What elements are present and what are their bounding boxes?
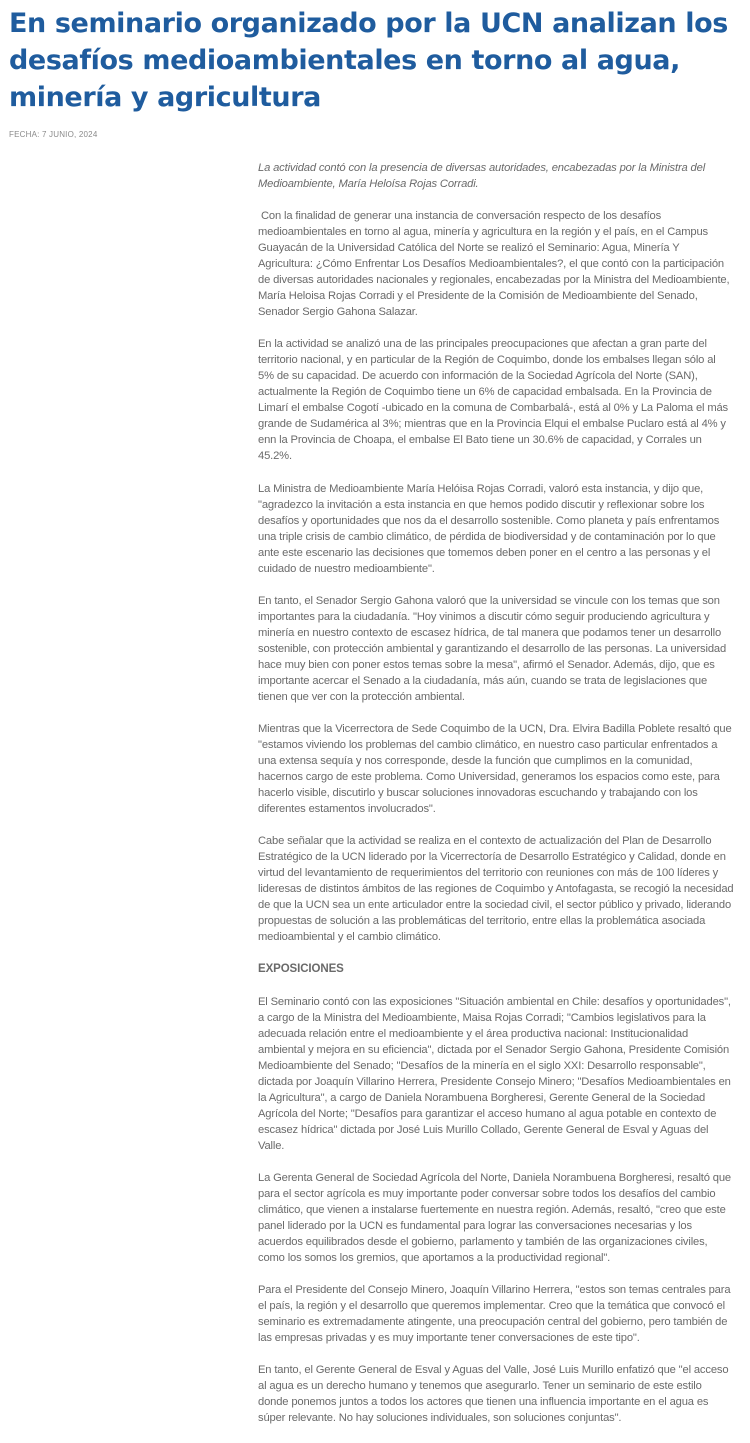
article-paragraph: En tanto, el Senador Sergio Gahona valoró que la universidad se vincule con los temas que son importantes para la ciudadanía. "Hoy vinimos a discutir cómo seguir produciendo agricultura y minería en nuestro contexto de escasez hídrica, de tal manera que podamos tener un desarrollo sostenible, con protección ambiental y garantizando el desarrollo de las personas. La universidad hace muy bien con poner estos temas sobre la mesa", afirmó el Senador. Además, dijo, que es importante acercar el Senado a la ciudadanía, más aún, cuando se trata de legislaciones que tienen que ver con la protección ambiental. (258, 594, 727, 703)
article-paragraph: Con la finalidad de generar una instancia de conversación respecto de los desafíos medioambientales en torno al agua, minería y agricultura en la región y el país, en el Campus Guayacán de la Universidad Católica del Norte se realizó el Seminario: Agua, Minería Y Agricultura: ¿Cómo Enfrentar Los Desafíos Medioambientales?, el que contó con la participación de diversas autoridades nacionales y regionales, encabezadas por la Ministra del Medioambiente, María Heloisa Rojas Corradi y el Presidente de la Comisión de Medioambiente del Senado, Senador Sergio Gahona Salazar. (258, 210, 730, 319)
article-paragraph: En tanto, el Gerente General de Esval y Aguas del Valle, José Luis Murillo enfatizó que "el acceso al agua es un derecho humano y tenemos que asegurarlo. Tener un seminario de este estilo donde ponemos juntos a todos los actores que tienen una influencia importante en el agua es súper relevante. No hay soluciones individuales, son soluciones conjuntas". (258, 1364, 729, 1425)
page-title: En seminario organizado por la UCN analizan los desafíos medioambientales en torno al agua, minería y agricultura (9, 8, 728, 113)
article-paragraph: Para el Presidente del Consejo Minero, Joaquín Villarino Herrera, "estos son temas centrales para el país, la región y el desarrollo que queremos implementar. Creo que la temática que convocó el seminario es extremadamente atingente, una preocupación central del gobierno, pero también de las empresas privadas y es muy importante tener conversaciones de este tipo". (258, 1283, 731, 1344)
publish-date: FECHA: 7 JUNIO, 2024 (9, 130, 98, 139)
article-body (258, 160, 734, 1442)
article-paragraph: Mientras que la Vicerrectora de Sede Coquimbo de la UCN, Dra. Elvira Badilla Poblete resaltó que "estamos viviendo los problemas del cambio climático, en nuestro caso particular enfrentados a una extensa sequía y nos corresponde, desde la función que cumplimos en la comunidad, hacernos cargo de este problema. Como Universidad, generamos los espacios como este, para hacerlo visible, discutirlo y buscar soluciones innovadoras escuchando y trabajando con los diferentes estamentos involucrados". (258, 722, 732, 815)
article-paragraph: El Seminario contó con las exposiciones "Situación ambiental en Chile: desafíos y oportunidades", a cargo de la Ministra del Medioambiente, Maisa Rojas Corradi; "Cambios legislativos para la adecuada relación entre el medioambiente y el área productiva nacional: Institucionalidad ambiental y mejora en su eficiencia", dictada por el Senador Sergio Gahona, Presidente Comisión Medioambiente del Senado; "Desafíos de la minería en el siglo XXI: Desarrollo responsable", dictada por Joaquín Villarino Herrera, Presidente Consejo Minero; "Desafíos Medioambientales en la Agricultura", a cargo de Daniela Norambuena Borgheresi, Gerente General de la Sociedad Agrícola del Norte; "Desafíos para garantizar el acceso humano al agua potable en contexto de escasez hídrica" dictada por José Luis Murillo Collado, Gerente General de Esval y Aguas del Valle. (258, 995, 731, 1152)
article-paragraph: Cabe señalar que la actividad se realiza en el contexto de actualización del Plan de Desarrollo Estratégico de la UCN liderado por la Vicerrectoría de Desarrollo Estratégico y Calidad, donde en virtud del levantamiento de requerimientos del territorio con reuniones con más de 100 líderes y lideresas de distintos ámbitos de las regiones de Coquimbo y Antofagasta, se recogió la necesidad de que la UCN sea un ente articulador entre la sociedad civil, el sector público y privado, liderando propuestas de solución a las problemáticas del territorio, entre ellas la problemática asociada medioambiental y el cambio climático. (258, 835, 734, 944)
section-heading: EXPOSICIONES (258, 963, 344, 976)
article-lead: La actividad contó con la presencia de diversas autoridades, encabezadas por la Ministra del Medioambiente, María Heloísa Rojas Corradi. (258, 162, 706, 190)
article-paragraph: La Gerenta General de Sociedad Agrícola del Norte, Daniela Norambuena Borgheresi, resaltó que para el sector agrícola es muy importante poder conversar sobre todos los desafíos del cambio climático, que vienen a instalarse fuertemente en nuestra región. Además, resaltó, "creo que este panel liderado por la UCN es fundamental para lograr las conversaciones necesarias y los acuerdos equilibrados desde el gobierno, parlamento y también de las organizaciones civiles, como los somos los gremios, que aportamos a la productividad regional". (258, 1171, 732, 1264)
article-paragraph: La Ministra de Medioambiente María Helóisa Rojas Corradi, valoró esta instancia, y dijo que, "agradezco la invitación a esta instancia en que hemos podido discutir y reflexionar sobre los desafíos y oportunidades que nos da el desarrollo sostenible. Como planeta y país enfrentamos una triple crisis de cambio climático, de pérdida de biodiversidad y de contaminación por lo que ante este escenario las decisiones que tomemos deben poner en el centro a las personas y el cuidado de nuestro medioambiente". (258, 482, 720, 575)
article-paragraph: En la actividad se analizó una de las principales preocupaciones que afectan a gran parte del territorio nacional, y en particular de la Región de Coquimbo, donde los embalses llegan sólo al 5% de su capacidad. De acuerdo con información de la Sociedad Agrícola del Norte (SAN), actualmente la Región de Coquimbo tiene un 6% de capacidad embalsada. En la Provincia de Limarí el embalse Cogotí -ubicado en la comuna de Combarbalá-, está al 0% y La Paloma el más grande de Sudamérica al 3%; mientras que en la Provincia Elqui el embalse Puclaro está al 4% y enn la Provincia de Choapa, el embalse El Bato tiene un 30.6% de capacidad, y Corrales un 45.2%. (258, 338, 728, 463)
